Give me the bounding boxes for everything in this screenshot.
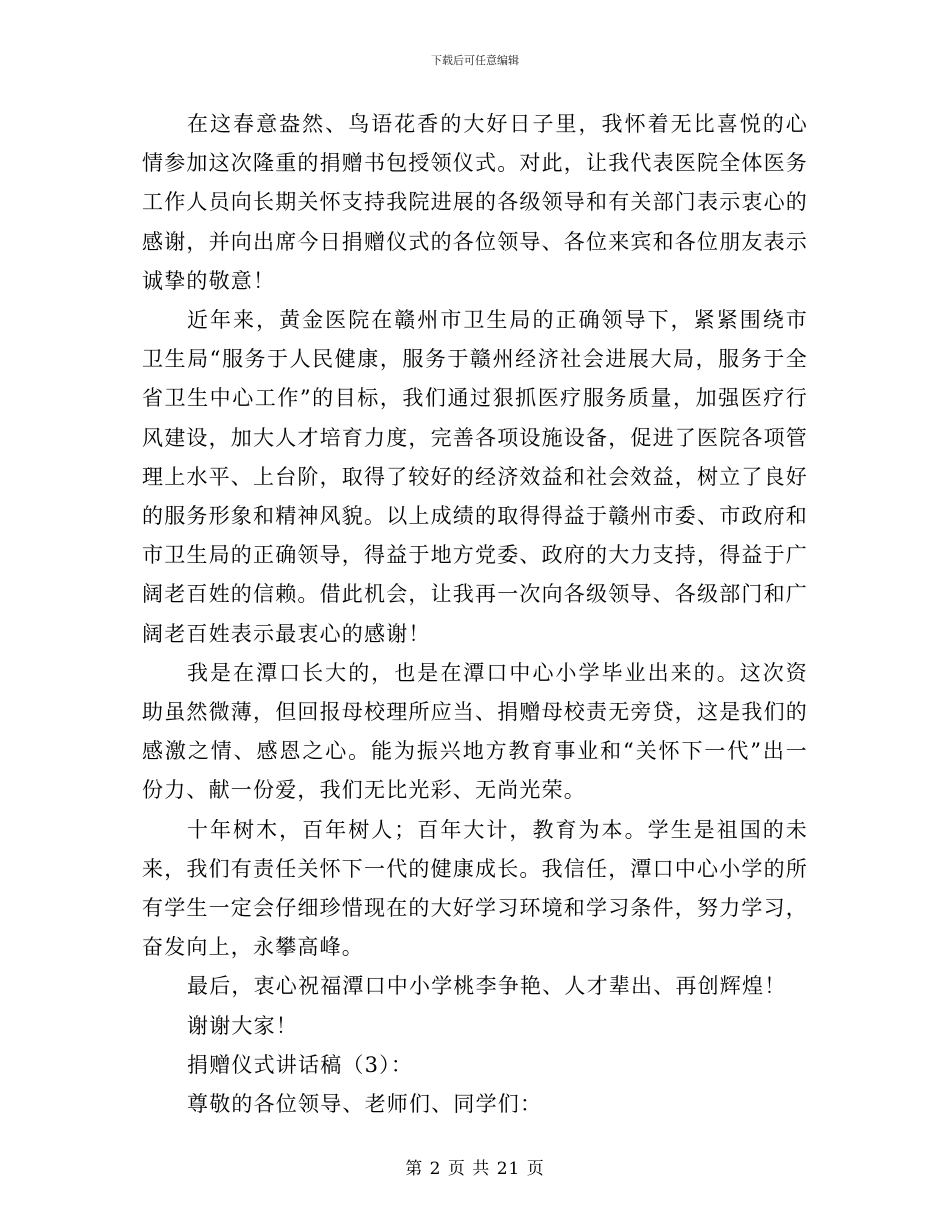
paragraph-closing-wish: 最后，衷心祝福潭口中小学桃李争艳、人才辈出、再创辉煌！: [187, 974, 787, 999]
paragraph-alma-mater: 我是在潭口长大的，也是在潭口中心小学毕业出来的。这次资助虽然微薄，但回报母校理所应当、捐赠母校责无旁贷，这是我们的感激之情、感恩之心。能为振兴地方教育事业和“关怀下一代”出一份力、献一份爱，我们无比光彩、无尚光荣。: [142, 660, 808, 803]
section-title: 捐赠仪式讲话稿（3）：: [187, 1052, 414, 1077]
document-body: [142, 105, 808, 1124]
paragraph-education: 十年树木，百年树人；百年大计，教育为本。学生是祖国的未来，我们有责任关怀下一代的健康成长。我信任，潭口中心小学的所有学生一定会仔细珍惜现在的大好学习环境和学习条件，努力学习，奋发向上，永攀高峰。: [142, 817, 808, 960]
page-header: 下载后可任意编辑: [431, 54, 519, 67]
paragraph-hospital-achievements: 近年来，黄金医院在赣州市卫生局的正确领导下，紧紧围绕市卫生局“服务于人民健康，服务于赣州经济社会进展大局，服务于全省卫生中心工作”的目标，我们通过狠抓医疗服务质量，加强医疗行风建设，加大人才培育力度，完善各项设施设备，促进了医院各项管理上水平、上台阶，取得了较好的经济效益和社会效益，树立了良好的服务形象和精神风貌。以上成绩的取得得益于赣州市委、市政府和市卫生局的正确领导，得益于地方党委、政府的大力支持，得益于广阔老百姓的信赖。借此机会，让我再一次向各级领导、各级部门和广阔老百姓表示最衷心的感谢！: [142, 308, 808, 646]
paragraph-opening: 在这春意盎然、鸟语花香的大好日子里，我怀着无比喜悦的心情参加这次隆重的捐赠书包授领仪式。对此，让我代表医院全体医务工作人员向长期关怀支持我院进展的各级领导和有关部门表示衷心的感谢，并向出席今日捐赠仪式的各位领导、各位来宾和各位朋友表示诚挚的敬意！: [142, 112, 808, 293]
page-number: 第 2 页 共 21 页: [405, 1159, 545, 1179]
paragraph-thanks: 谢谢大家！: [187, 1013, 298, 1038]
salutation: 尊敬的各位领导、老师们、同学们：: [187, 1092, 543, 1117]
